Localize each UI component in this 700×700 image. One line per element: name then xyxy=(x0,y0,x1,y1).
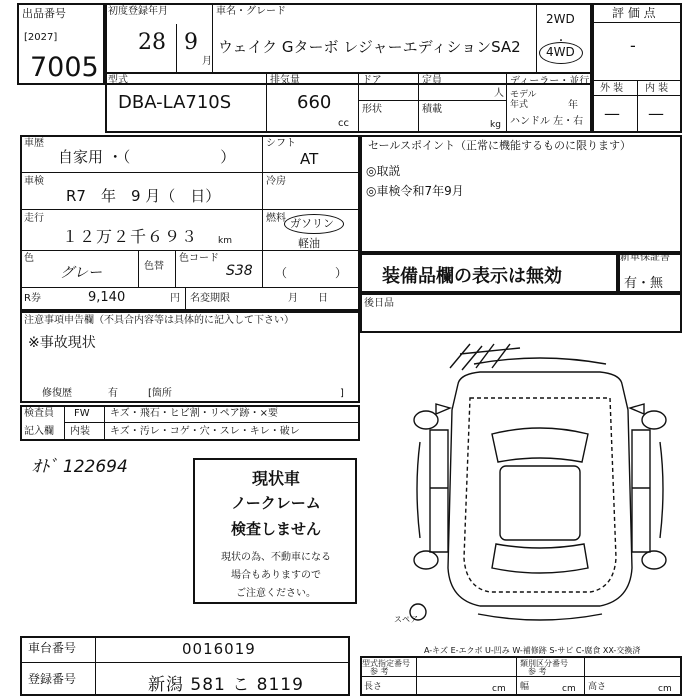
width-label: 幅 xyxy=(520,682,530,692)
inspector-fw: FW xyxy=(74,408,90,419)
handwritten-odo: ｵﾄﾞ 122694 xyxy=(32,457,128,477)
cap-unit: 人 xyxy=(494,88,504,99)
name-change-unit: 月 日 xyxy=(288,293,328,304)
inspector-int: 内装 xyxy=(70,426,90,437)
history-value: 自家用 ・（ ） xyxy=(58,148,236,166)
divider xyxy=(64,422,360,423)
model-value: DBA-LA710S xyxy=(118,92,232,113)
reg-month: 9 xyxy=(184,30,198,55)
notes-label: 注意事項申告欄（不具合内容等は具体的に記入して下さい） xyxy=(24,315,294,326)
lot-sub: [2027] xyxy=(24,32,58,43)
color-label: 色 xyxy=(24,253,34,264)
stamp-line-5: 場合もありますので xyxy=(231,570,321,581)
load-unit: kg xyxy=(490,120,501,130)
fuel-label: 燃料 xyxy=(266,213,286,224)
chassis-value: 0016019 xyxy=(182,640,256,658)
divider xyxy=(212,3,213,73)
divider xyxy=(20,287,360,288)
ext-label: 外 装 xyxy=(600,83,624,94)
divider xyxy=(138,250,139,287)
dealer-label: ディーラー・並行 xyxy=(510,76,590,87)
spec-label-1: 型式指定番号 xyxy=(362,659,410,668)
aircon-label: 冷房 xyxy=(266,176,286,187)
lot-label: 出品番号 xyxy=(22,7,66,20)
inspection-label: 車検 xyxy=(24,176,44,187)
lot-number: 7005 xyxy=(30,52,99,83)
inspector-int-text: キズ・汚レ・コゲ・穴・スレ・キレ・破レ xyxy=(110,426,300,437)
recycle-unit: 円 xyxy=(170,293,180,304)
divider xyxy=(516,656,517,696)
int-value: — xyxy=(648,104,664,123)
divider xyxy=(592,22,682,23)
color-code-value: S38 xyxy=(226,263,253,279)
handle-label: ハンドル 左・右 xyxy=(510,116,584,127)
divider xyxy=(262,135,263,287)
divider xyxy=(358,72,359,133)
divider xyxy=(360,676,682,677)
cm-3: cm xyxy=(658,684,672,694)
divider xyxy=(176,24,177,72)
cap-label: 定員 xyxy=(422,75,442,86)
divider xyxy=(584,656,585,696)
car-name: ウェイク Gターボ レジャーエディションSA2 xyxy=(218,38,521,56)
reg-label: 初度登録年月 xyxy=(108,6,168,17)
height-label: 高さ xyxy=(588,682,607,692)
disp-label: 排気量 xyxy=(270,75,300,86)
inspection-value: R7 年 9 月（ 日） xyxy=(66,187,221,205)
spare-label: スペア xyxy=(394,615,418,624)
model-label: 型式 xyxy=(108,75,128,86)
shape-label: 形状 xyxy=(362,104,382,115)
category-label-2: 参 考 xyxy=(528,667,547,676)
name-change-label: 名変期限 xyxy=(190,293,230,304)
disp-unit: cc xyxy=(338,118,349,129)
score-value: - xyxy=(630,36,636,55)
reg-year: 28 xyxy=(138,30,166,55)
chassis-label: 車台番号 xyxy=(28,641,77,655)
stamp-line-2: ノークレーム xyxy=(231,494,321,512)
divider xyxy=(637,80,638,133)
place-label: [箇所 xyxy=(148,388,172,399)
shift-value: AT xyxy=(300,150,319,168)
divider xyxy=(20,662,350,663)
equipment-notice: 装備品欄の表示は無効 xyxy=(382,266,562,287)
load-label: 積載 xyxy=(422,104,442,115)
inspector-label-1: 検査員 xyxy=(24,408,54,419)
fuel-gasoline: ガソリン xyxy=(290,217,334,230)
drive-dot: ・ xyxy=(556,36,566,47)
stamp-line-6: ご注意ください。 xyxy=(236,588,316,599)
history-label: 車歴 xyxy=(24,138,44,149)
recycle-value: 9,140 xyxy=(88,290,126,305)
after-label: 後日品 xyxy=(364,298,394,309)
after-box xyxy=(360,293,682,333)
spec-label-2: 参 考 xyxy=(370,667,389,676)
category-label-1: 類別区分番号 xyxy=(520,659,568,668)
cm-1: cm xyxy=(492,684,506,694)
color-code-paren: （ ） xyxy=(275,266,348,280)
repair-label: 修復歴 xyxy=(42,388,72,399)
divider xyxy=(20,172,360,173)
divider xyxy=(64,405,65,441)
divider xyxy=(95,636,96,696)
divider xyxy=(592,95,682,96)
warranty-value: 有・無 xyxy=(624,276,664,291)
divider xyxy=(418,72,419,133)
int-label: 内 装 xyxy=(645,83,669,94)
divider xyxy=(416,656,417,696)
mileage-value: １２万２千６９３ xyxy=(62,227,199,246)
reg-month-unit: 月 xyxy=(202,56,212,67)
color-change-label: 色替 xyxy=(144,261,164,272)
cm-2: cm xyxy=(562,684,576,694)
sales-item-2: ◎車検令和7年9月 xyxy=(366,184,464,198)
divider xyxy=(185,287,186,311)
shift-label: シフト xyxy=(266,138,296,149)
name-label: 車名・グレード xyxy=(216,6,286,17)
divider xyxy=(20,250,360,251)
car-diagram xyxy=(400,338,682,628)
year-unit: 年 xyxy=(568,100,578,111)
length-label: 長さ xyxy=(364,682,383,692)
model-year-label: モデル 年式 xyxy=(510,90,537,110)
divider xyxy=(175,250,176,287)
divider xyxy=(20,209,360,210)
place-close: ] xyxy=(340,388,344,399)
sales-label: セールスポイント（正常に機能するものに限ります） xyxy=(368,139,632,152)
stamp-line-3: 検査しません xyxy=(230,520,321,538)
drive-2wd: 2WD xyxy=(546,12,575,26)
divider xyxy=(358,100,506,101)
fuel-diesel: 軽油 xyxy=(298,237,320,250)
ext-value: — xyxy=(604,104,620,123)
mileage-label: 走行 xyxy=(24,213,44,224)
warranty-label: 新車保証書 xyxy=(620,252,670,263)
divider xyxy=(536,3,537,73)
color-value: グレー xyxy=(60,265,102,281)
divider xyxy=(104,405,105,441)
divider xyxy=(506,72,507,133)
disp-value: 660 xyxy=(297,92,332,113)
door-label: ドア xyxy=(362,75,382,86)
inspector-fw-text: キズ・飛石・ヒビ割・リペア跡・×要 xyxy=(110,408,278,419)
inspector-label-2: 記入欄 xyxy=(24,426,54,437)
color-code-label: 色コード xyxy=(179,253,219,264)
mileage-unit: km xyxy=(218,236,232,246)
damage-legend: A-キズ E-エクボ U-凹み W-補修跡 S-サビ C-腐食 XX-交換済 xyxy=(424,646,641,655)
divider xyxy=(266,72,267,133)
recycle-label: R券 xyxy=(24,293,41,304)
stamp-line-1: 現状車 xyxy=(251,469,300,488)
plate-label: 登録番号 xyxy=(28,672,77,686)
repair-value: 有 xyxy=(108,388,118,399)
notes-line-1: ※事故現状 xyxy=(28,335,96,351)
score-label: 評 価 点 xyxy=(612,6,656,20)
plate-value: 新潟 581 こ 8119 xyxy=(148,675,304,695)
sales-item-1: ◎取説 xyxy=(366,164,401,178)
stamp-line-4: 現状の為、不動車になる xyxy=(221,552,331,563)
drive-4wd: 4WD xyxy=(546,45,575,59)
